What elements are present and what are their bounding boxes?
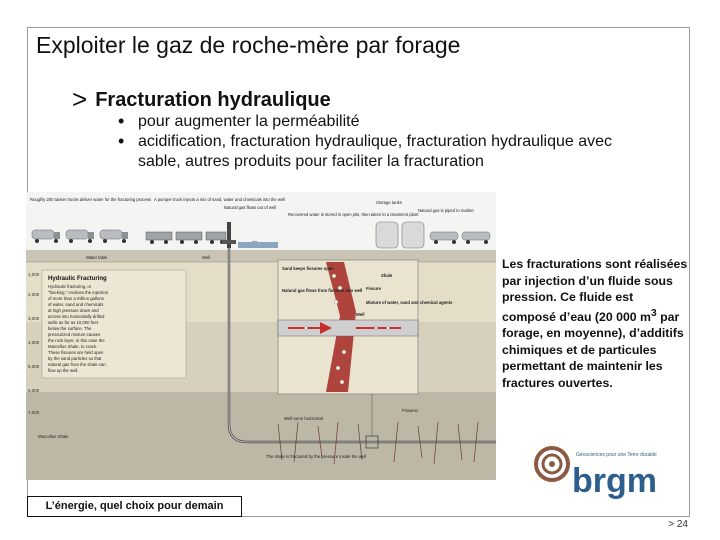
inset-label-gas: Natural gas flows from fissures into well (282, 288, 363, 293)
slide-title: Exploiter le gaz de roche-mère par forage (36, 32, 461, 58)
depth-label: 6,000 (28, 388, 40, 393)
info-line: "fracking," involves the injection (48, 290, 109, 295)
label-fissures: Fissures (402, 408, 419, 413)
depth-label: 5,000 (28, 364, 40, 369)
logo-name: brgm (572, 462, 657, 500)
water-pit (238, 242, 278, 248)
label-marcellus: Marcellus Shale (38, 434, 69, 439)
callout-tankers: Roughly 200 tanker trucks deliver water for the fracturing process (30, 197, 152, 202)
side-text-end: par forage, en moyenne), d’additifs chimiques et de particules permettant de maintenir les fractures ouvertes. (502, 309, 684, 390)
inset-label-shale: Shale (381, 273, 393, 278)
footer-box: L’énergie, quel choix pour demain (27, 496, 242, 517)
depth-label: 4,000 (28, 340, 40, 345)
logo-tagline: Géosciences pour une Terre durable (576, 452, 657, 458)
info-line: natural gas from the shale can (48, 362, 106, 367)
callout-well: Well (202, 255, 211, 260)
depth-label: 3,000 (28, 316, 40, 321)
shale-layer (26, 392, 496, 480)
info-line: of water, sand and chemicals (48, 302, 104, 307)
side-text: Les fracturations sont réalisées par injection d’un fluide sous pression. Ce fluide est composé d’eau (20 000 m (502, 257, 688, 324)
info-line: Hydraulic fracturing, or (48, 284, 92, 289)
inset-label-mixture: Mixture of water, sand and chemical agents (366, 300, 453, 305)
slide-subtitle (72, 82, 331, 113)
info-line: below the surface. The (48, 326, 92, 331)
callout-piped: Natural gas is piped to market (418, 208, 474, 213)
info-line: across into horizontally drilled (48, 314, 105, 319)
inset-label-fissure: Fissure (366, 286, 381, 291)
info-line: of more than a million gallons (48, 296, 104, 301)
page-number: > 24 (668, 519, 688, 530)
info-line: by the sand particles so that (48, 356, 102, 361)
inset-label-sand: Sand keeps fissures open (282, 266, 334, 271)
side-description (502, 256, 690, 391)
label-well-turns: Well turns horizontal (284, 416, 323, 421)
info-line: These fissures are held open (48, 350, 104, 355)
callout-pumper: A pumper truck injects a mix of sand, water and chemicals into the well (154, 197, 286, 202)
callout-gas-out: Natural gas flows out of well (224, 205, 277, 210)
info-line: the rock layer, in this case the (48, 338, 105, 343)
callout-water-table: Water table (86, 255, 108, 260)
swirl-icon (536, 448, 568, 480)
info-line: flow up the well. (48, 368, 79, 373)
callout-recovered-water: Recovered water is stored in open pits, then taken to a treatment plant (288, 212, 419, 217)
depth-label: 1,000 (28, 272, 40, 277)
label-fractured: The shale is fractured by the pressure inside the well (266, 454, 367, 459)
chevron-right-icon: > (72, 84, 88, 114)
info-line: Marcellus Shale, to crack. (48, 344, 98, 349)
inset-label-well: Well (356, 312, 365, 317)
subtitle-text: Fracturation hydraulique (95, 89, 331, 111)
info-box-title: Hydraulic Fracturing (48, 276, 107, 282)
bullet-list (118, 112, 658, 172)
side-text-superscript: 3 (651, 307, 657, 319)
info-line: at high pressure down and (48, 308, 99, 313)
hydraulic-fracturing-diagram (26, 192, 496, 480)
brgm-logo (528, 440, 688, 500)
info-line: pressurized mixture causes (48, 332, 101, 337)
callout-storage: Storage tanks (376, 200, 402, 205)
info-line: wells as far as 10,000 feet (48, 320, 98, 325)
depth-label: 2,000 (28, 292, 40, 297)
depth-label: 7,000 (28, 410, 40, 415)
bullet-item: • acidification, fracturation hydraulique, fracturation hydraulique avec sable, autres produits pour faciliter la fracturation (118, 132, 658, 172)
bullet-item: • pour augmenter la perméabilité (118, 112, 658, 132)
